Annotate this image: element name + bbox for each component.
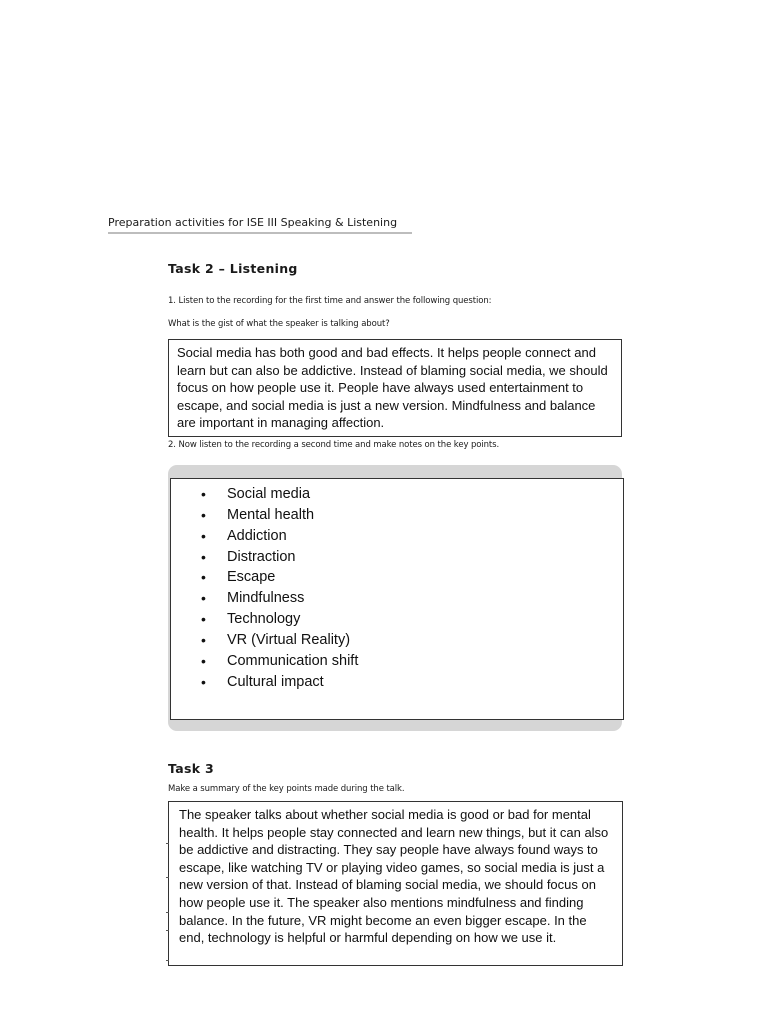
margin-tick xyxy=(166,960,169,961)
document-header: Preparation activities for ISE III Speaking & Listening xyxy=(108,216,412,234)
margin-tick xyxy=(166,843,169,844)
summary-answer-box[interactable]: The speaker talks about whether social media is good or bad for mental health. It helps people stay connected and learn new things, but it can also be addictive and distracting. They say people have always found ways to escape, like watching TV or playing video games, so social media is just a new version of that. Instead of blaming social media, we should focus on how people use it. The speaker also mentions mindfulness and finding balance. In the future, VR might become an even bigger escape. In the end, technology is helpful or harmful depending on how we use it. xyxy=(168,801,623,966)
task2-question: What is the gist of what the speaker is talking about? xyxy=(168,319,390,329)
bullet-icon: • xyxy=(201,506,206,523)
key-point-item: • Distraction xyxy=(171,547,623,568)
key-points-box[interactable] xyxy=(170,478,624,720)
key-point-item: • Addiction xyxy=(171,526,623,547)
bullet-icon: • xyxy=(201,548,206,565)
gist-answer-box[interactable]: Social media has both good and bad effects. It helps people connect and learn but can also be addictive. Instead of blaming social media, we should focus on how people use it. People have always used entertainment to escape, and social media is just a new version. Mindfulness and balance are important in managing affection. xyxy=(168,339,622,437)
key-point-item: • VR (Virtual Reality) xyxy=(171,630,623,651)
key-point-item: • Cultural impact xyxy=(171,672,623,693)
task3-instruction: Make a summary of the key points made during the talk. xyxy=(168,784,405,794)
key-point-item: • Mindfulness xyxy=(171,588,623,609)
task2-instruction-2: 2. Now listen to the recording a second time and make notes on the key points. xyxy=(168,440,500,450)
bullet-icon: • xyxy=(201,631,206,648)
margin-tick xyxy=(166,877,169,878)
bullet-icon: • xyxy=(201,673,206,690)
margin-tick xyxy=(166,930,169,931)
bullet-icon: • xyxy=(201,527,206,544)
key-point-item: • Communication shift xyxy=(171,651,623,672)
bullet-icon: • xyxy=(201,590,206,607)
bullet-icon: • xyxy=(201,652,206,669)
key-points-list xyxy=(171,484,623,692)
key-point-item: • Escape xyxy=(171,567,623,588)
key-point-item: • Mental health xyxy=(171,505,623,526)
task2-title: Task 2 – Listening xyxy=(168,261,298,276)
task3-title: Task 3 xyxy=(168,761,214,776)
bullet-icon: • xyxy=(201,486,206,502)
key-point-item: • Technology xyxy=(171,609,623,630)
margin-tick xyxy=(166,912,169,913)
key-point-item: • Social media xyxy=(171,484,623,505)
bullet-icon: • xyxy=(201,569,206,586)
bullet-icon: • xyxy=(201,611,206,628)
task2-instruction-1: 1. Listen to the recording for the first time and answer the following question: xyxy=(168,296,492,306)
